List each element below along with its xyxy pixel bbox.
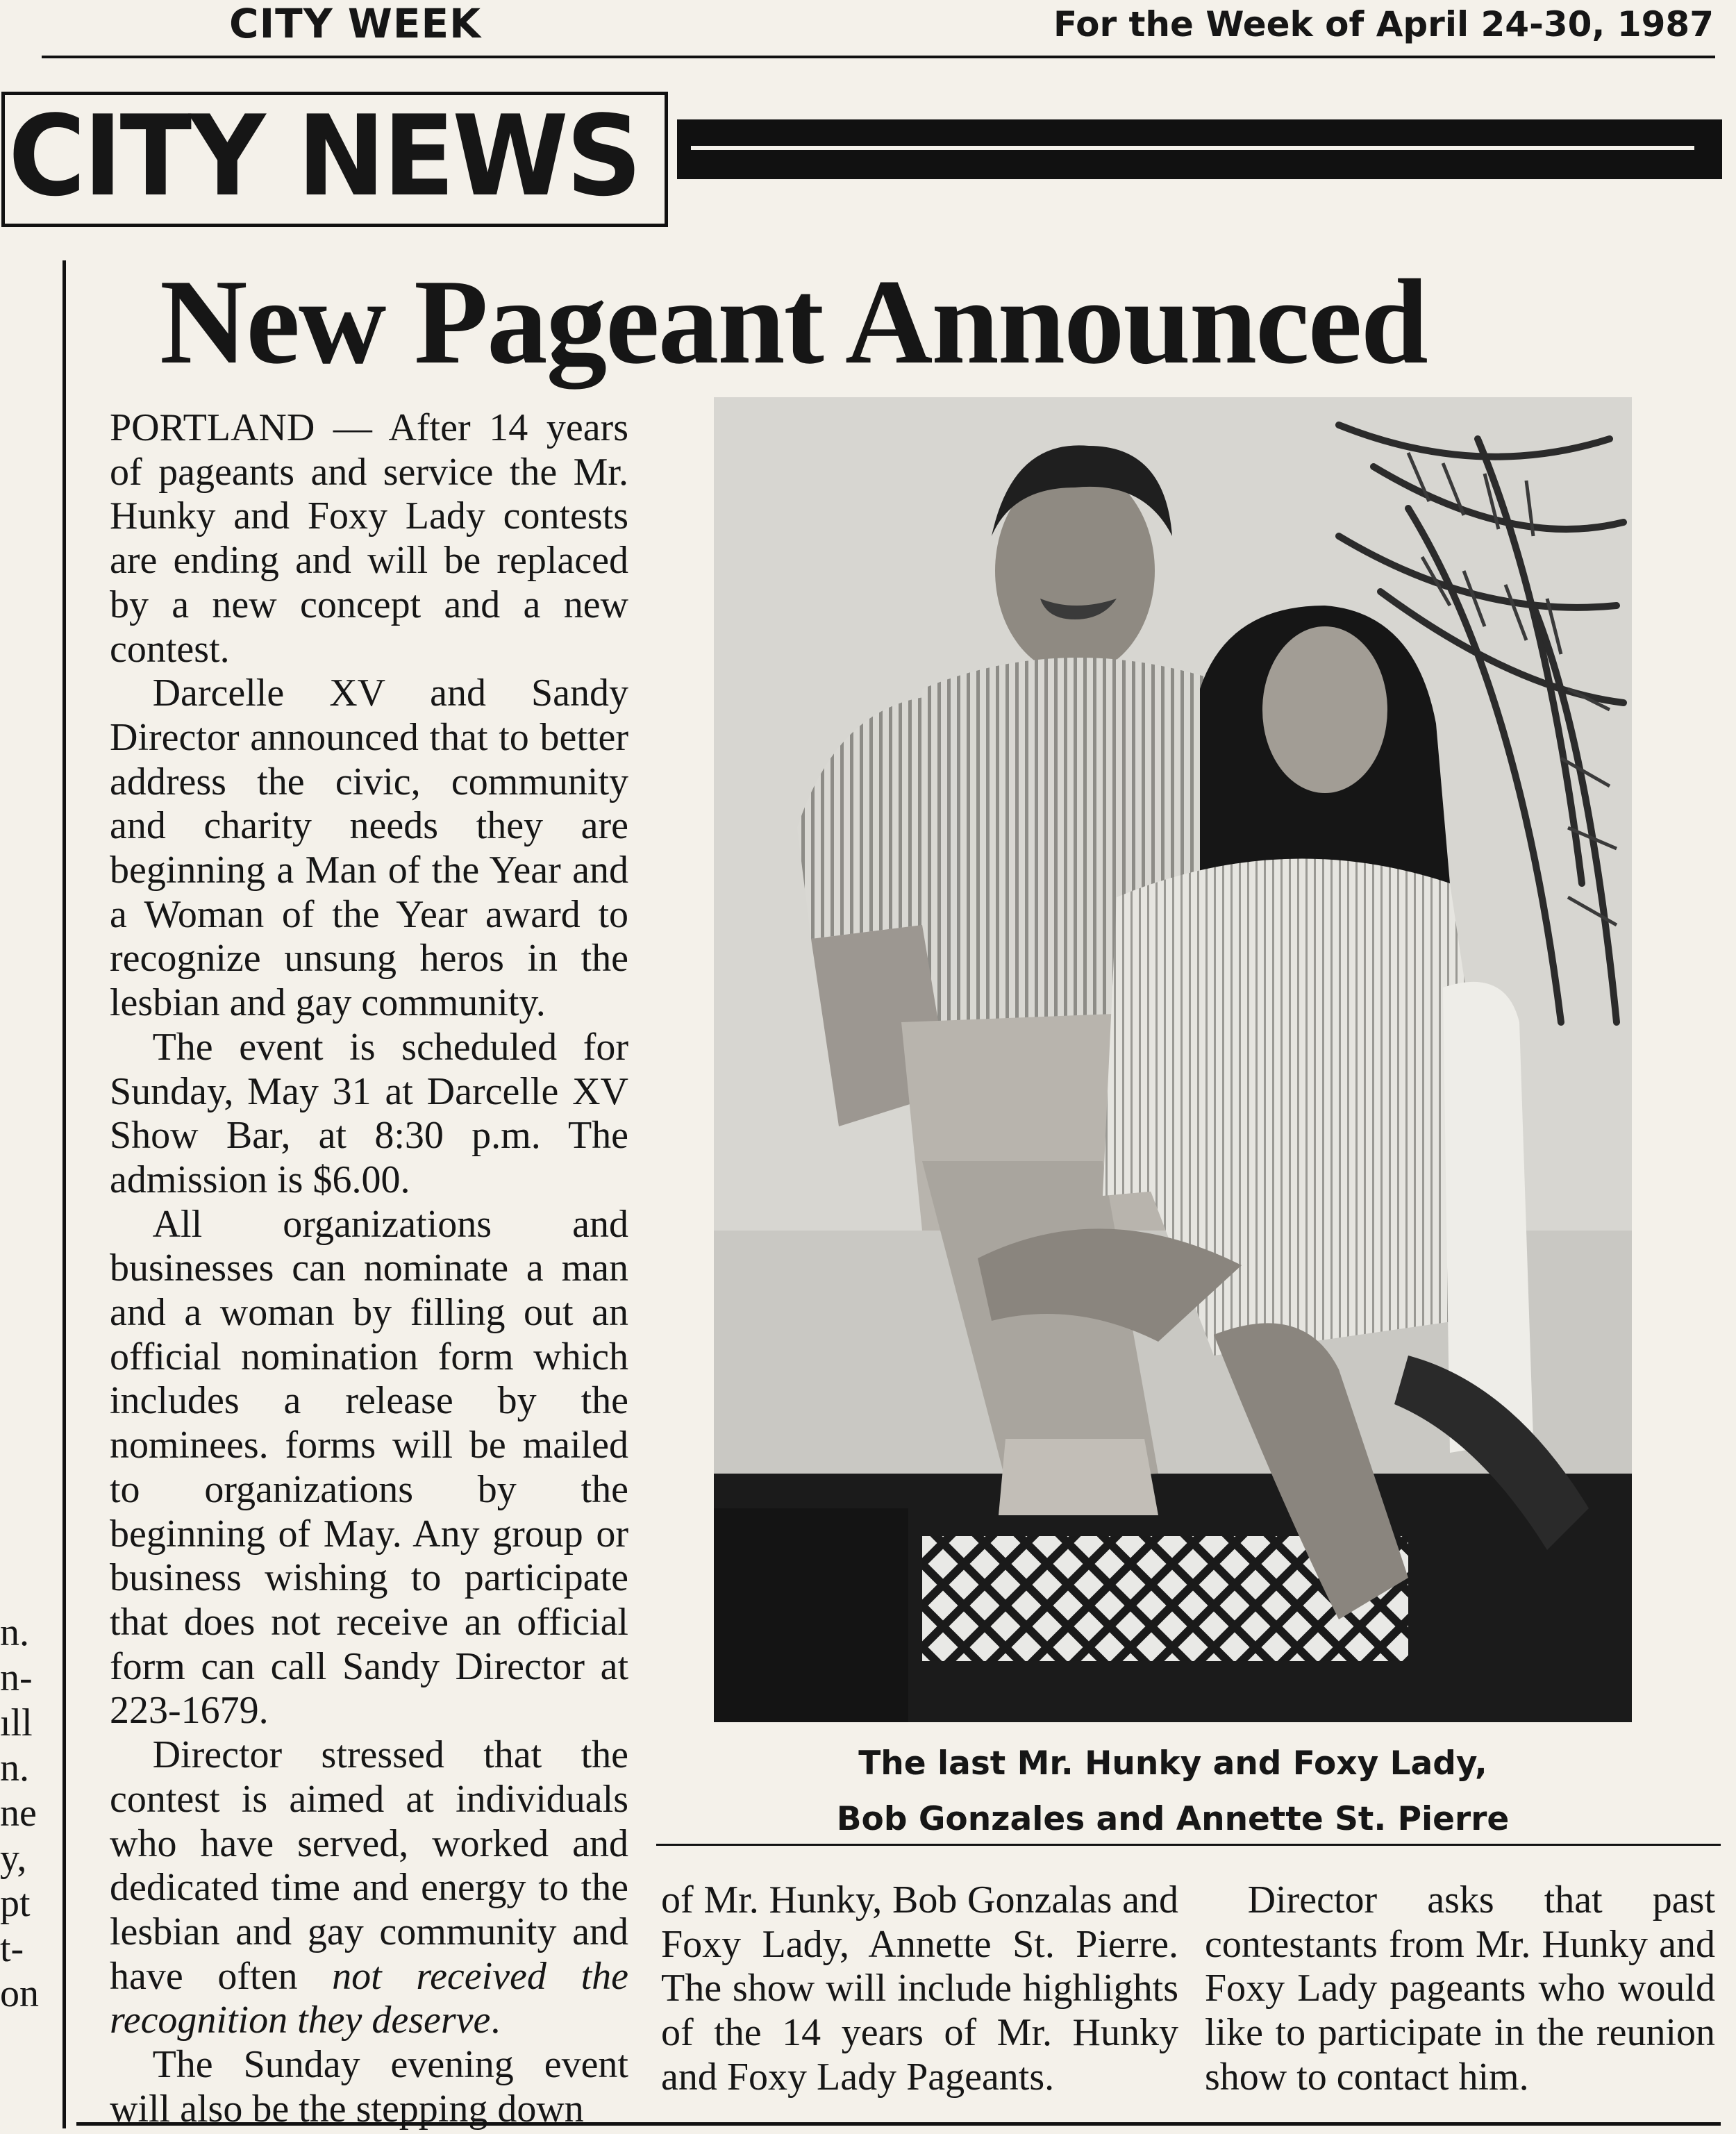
adjacent-fragment: ne <box>0 1792 37 1835</box>
publication-name: CITY WEEK <box>229 0 482 47</box>
article-headline: New Pageant Announced <box>160 254 1427 389</box>
dateline: PORTLAND <box>110 406 315 449</box>
caption-rule <box>656 1844 1721 1846</box>
paragraph-col2: of Mr. Hunky, Bob Gonzalas and Foxy Lady, Annette St. Pierre. The show will include highlights of the 14 years of Mr. Hunky and Foxy Lady Pageants. <box>661 1878 1178 2099</box>
issue-date: For the Week of April 24-30, 1987 <box>1053 4 1714 44</box>
paragraph-col3: Director asks that past contestants from Mr. Hunky and Foxy Lady pageants who would like to participate in the reunion show to contact him. <box>1205 1878 1715 2099</box>
article-column-3 <box>1205 1878 1715 2100</box>
paragraph-5 <box>110 1733 628 2043</box>
paragraph-4: All organizations and businesses can nominate a man and a woman by filling out an official nomination form which includes a release by the nominees. forms will be mailed to organizations by the beginning of May. Any group or business wishing to participate that does not receive an official form can call Sandy Director at 223-1679. <box>110 1202 628 1733</box>
adjacent-fragment: n- <box>0 1656 33 1699</box>
column-divider-left <box>62 260 66 2128</box>
paragraph-1 <box>110 406 628 672</box>
paragraph-3: The event is scheduled for Sunday, May 31 at Darcelle XV Show Bar, at 8:30 p.m. The admission is $6.00. <box>110 1025 628 1201</box>
paragraph-6: The Sunday evening event will also be the stepping down <box>110 2043 628 2131</box>
paragraph-1-text: — After 14 years of pageants and service the Mr. Hunky and Foxy Lady contests are ending and will be replaced by a new concept and a new contest. <box>110 406 628 671</box>
section-banner-line <box>691 146 1694 150</box>
adjacent-fragment: n. <box>0 1611 29 1654</box>
photo-caption-line-1: The last Mr. Hunky and Foxy Lady, <box>858 1744 1487 1783</box>
paragraph-5-start: Director stressed that the contest is aimed at individuals who have served, worked and dedicated time and energy to the lesbian and gay community and have often <box>110 1733 628 1998</box>
adjacent-fragment: n. <box>0 1747 29 1790</box>
bottom-rule <box>76 2122 1721 2126</box>
article-column-2 <box>661 1878 1178 2100</box>
paragraph-5-italic: not received the recognition they deserve <box>110 1954 628 2042</box>
paragraph-5-end: . <box>490 1999 501 2042</box>
article-column-1 <box>110 406 628 2131</box>
adjacent-fragment: pt <box>0 1882 31 1925</box>
top-rule <box>42 56 1715 58</box>
photo-caption-line-2: Bob Gonzales and Annette St. Pierre <box>836 1800 1510 1838</box>
adjacent-fragment: ıll <box>0 1701 33 1744</box>
paragraph-2: Darcelle XV and Sandy Director announced that to better address the civic, community and charity needs they are beginning a Man of the Year and a Woman of the Year award to recognize unsung heros in the lesbian and gay community. <box>110 672 628 1025</box>
section-title: CITY NEWS <box>8 91 640 221</box>
adjacent-fragment: t- <box>0 1927 24 1970</box>
photo-caption <box>714 1736 1632 1847</box>
adjacent-fragment: y, <box>0 1837 27 1880</box>
article-photo <box>714 397 1632 1722</box>
adjacent-fragment: on <box>0 1972 39 2015</box>
